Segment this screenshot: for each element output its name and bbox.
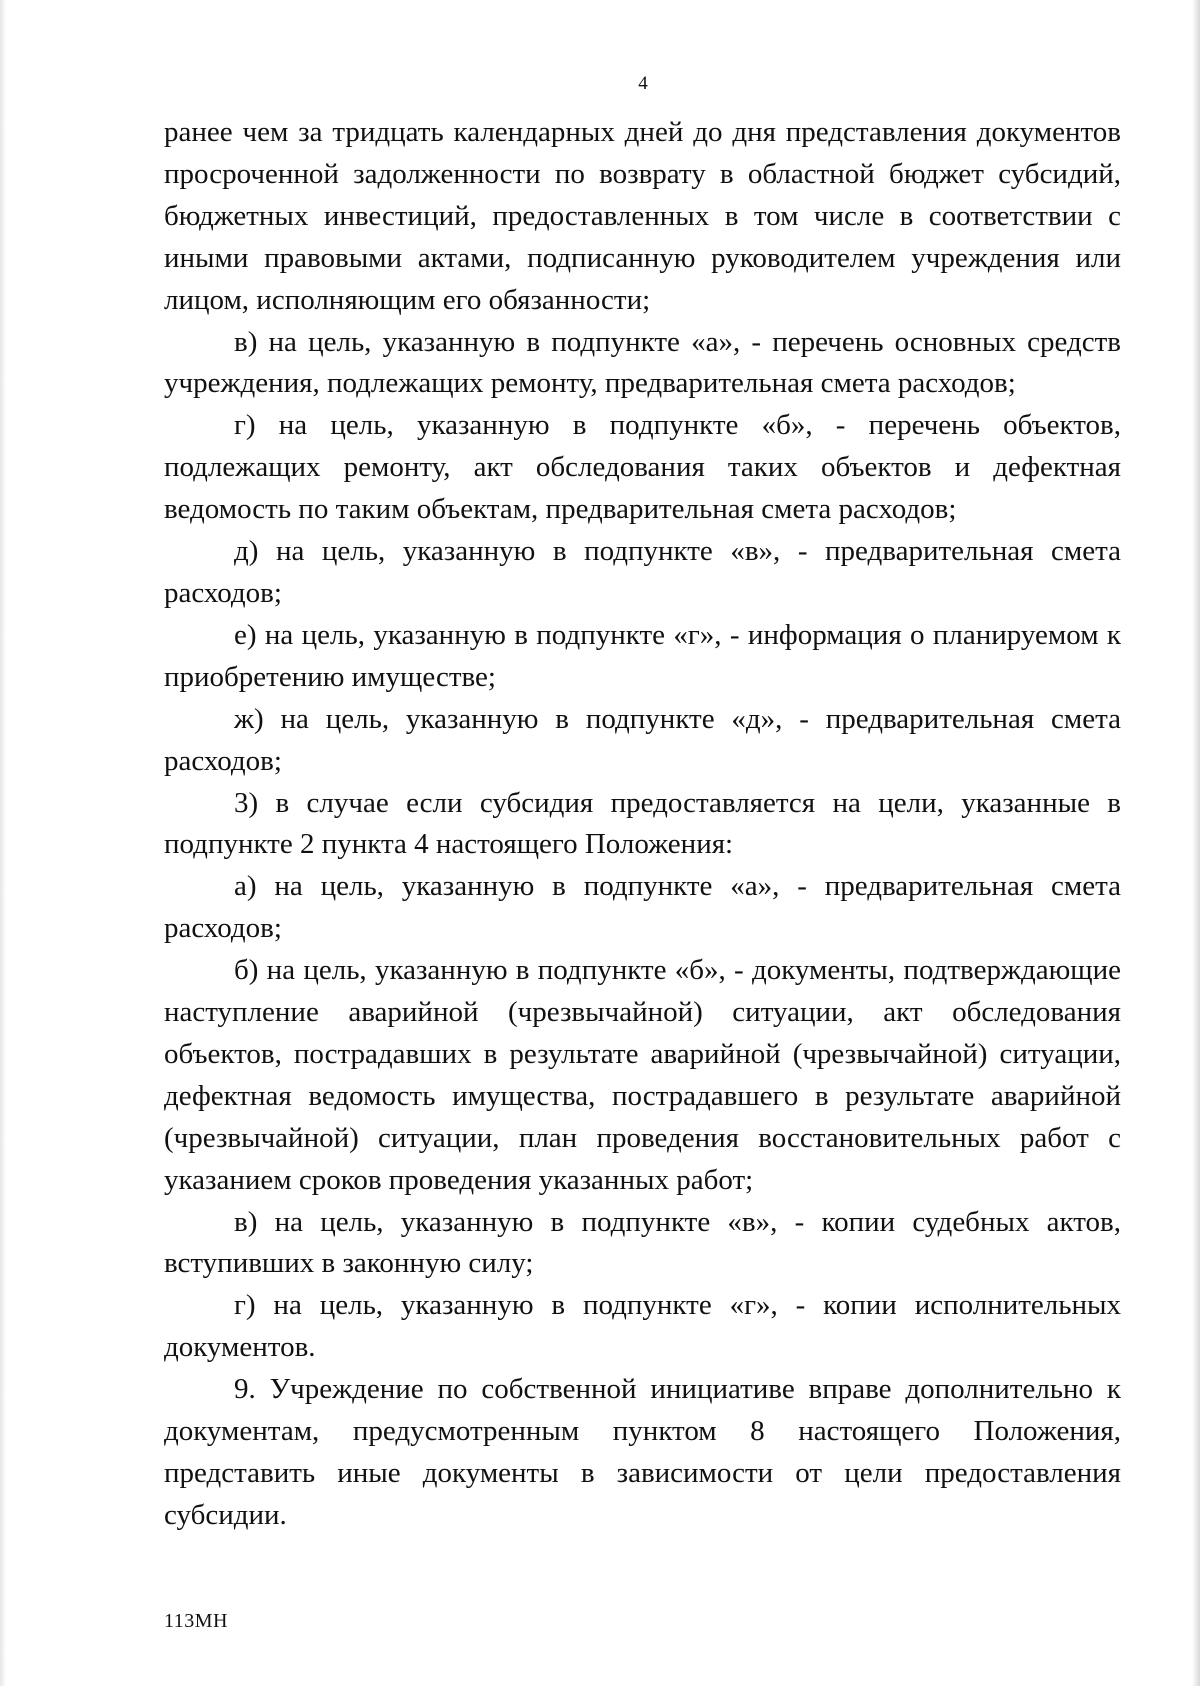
paragraph-item-g-goal-g: г) на цель, указанную в подпункте «г», - копии исполнительных документов. <box>164 1289 1121 1364</box>
paragraph-continuation: ранее чем за тридцать календарных дней до дня представления документов просроченной задолженности по возврату в областной бюджет субсидий, бюджетных инвестиций, предоставленных в том числе в соответствии с иными правовыми актами, подписанную руководителем учреждения или лицом, исполняющим его обязанности; <box>164 116 1121 316</box>
paragraph-item-zh-goal-d: ж) на цель, указанную в подпункте «д», - предварительная смета расходов; <box>164 702 1121 777</box>
paragraph-subpoint-3: 3) в случае если субсидия предоставляется на цели, указанные в подпункте 2 пункта 4 настоящего Положения: <box>164 786 1121 861</box>
paragraph-item-g-goal-b: г) на цель, указанную в подпункте «б», - перечень объектов, подлежащих ремонту, акт обследования таких объектов и дефектная ведомость по таким объектам, предварительная смета расходов; <box>164 409 1121 526</box>
page-number: 4 <box>638 73 648 94</box>
paragraph-item-d-goal-v: д) на цель, указанную в подпункте «в», - предварительная смета расходов; <box>164 535 1121 609</box>
paragraph-item-v-goal-v: в) на цель, указанную в подпункте «в», - копии судебных актов, вступивших в законную силу; <box>164 1205 1121 1280</box>
paragraph-item-a-goal-a: а) на цель, указанную в подпункте «а», - предварительная смета расходов; <box>164 870 1121 945</box>
paragraph-item-b-goal-b: б) на цель, указанную в подпункте «б», - документы, подтверждающие наступление аварийной (чрезвычайной) ситуации, акт обследования объектов, пострадавших в результате аварийной (чрезвычайной) ситуации, дефектная ведомость имущества, пострадавшего в результате аварийной (чрезвычайной) ситуации, план проведения восстановительных работ с указанием сроков проведения указанных работ; <box>164 954 1121 1196</box>
paragraph-point-9: 9. Учреждение по собственной инициативе вправе дополнительно к документам, предусмотренным пунктом 8 настоящего Положения, представить иные документы в зависимости от цели предоставления субсидии. <box>164 1373 1121 1531</box>
scan-edge-left <box>0 0 6 1686</box>
scan-edge-right <box>1192 0 1200 1686</box>
document-body <box>164 112 1121 1537</box>
paragraph-item-e-goal-g: е) на цель, указанную в подпункте «г», - информация о планируемом к приобретению имуществе; <box>164 618 1121 693</box>
paragraph-item-v-goal-a: в) на цель, указанную в подпункте «а», - перечень основных средств учреждения, подлежащих ремонту, предварительная смета расходов; <box>164 325 1121 400</box>
document-code: 113МН <box>164 1610 228 1632</box>
